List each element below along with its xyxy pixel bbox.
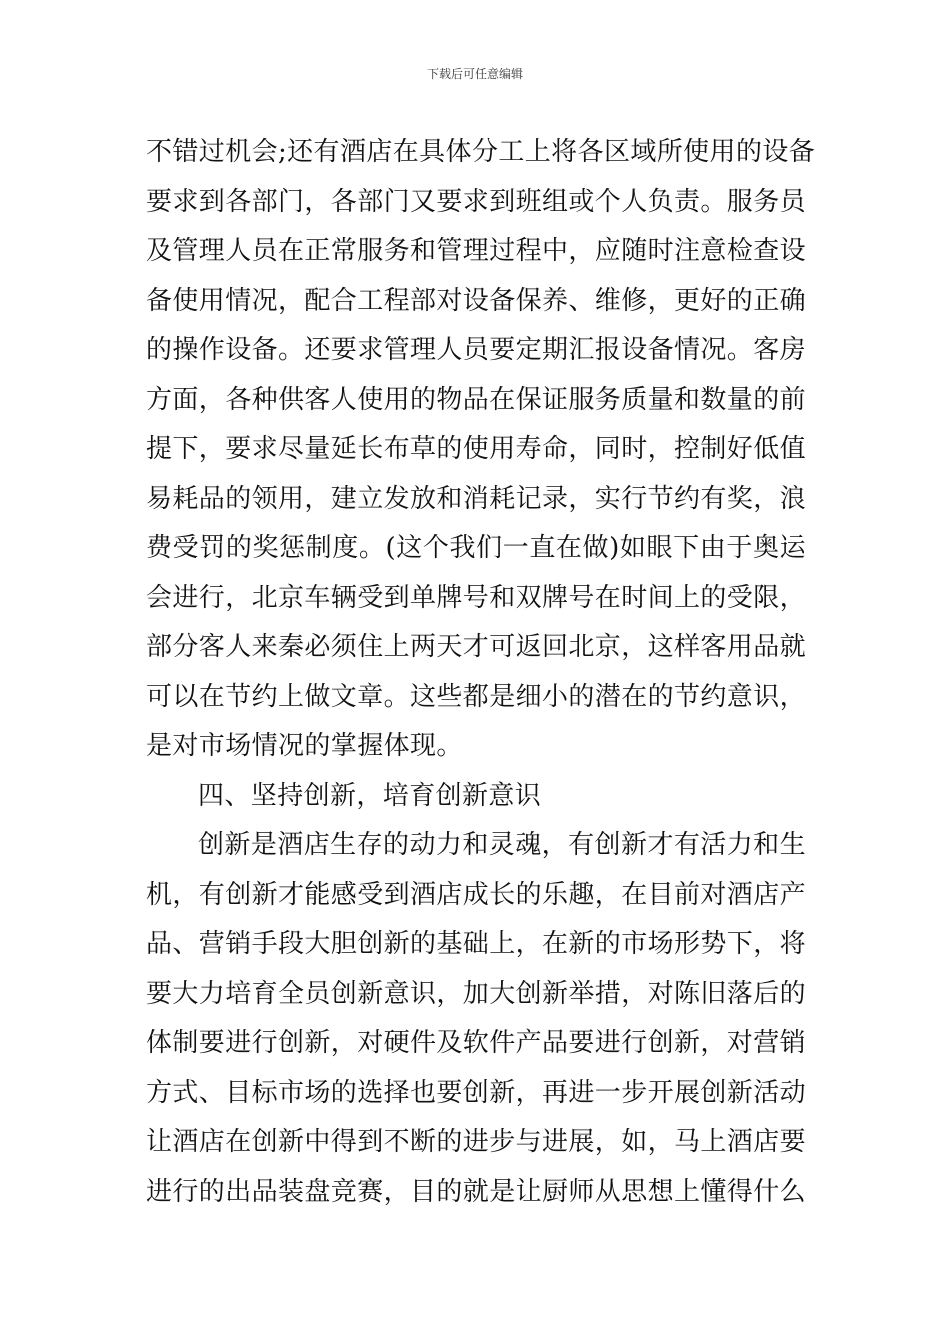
page-header: 下载后可任意编辑 (426, 67, 523, 81)
text-line: 创新是酒店生存的动力和灵魂，有创新才有活力和生 (198, 830, 806, 860)
text-line: 不错过机会;还有酒店在具体分工上将各区域所使用的设备 (146, 137, 816, 167)
text-line: 体制要进行创新，对硬件及软件产品要进行创新，对营销 (146, 1028, 807, 1058)
text-line: 费受罚的奖惩制度。(这个我们一直在做)如眼下由于奥运 (146, 533, 806, 563)
paragraph-equipment-savings (146, 128, 816, 772)
text-line: 方式、目标市场的选择也要创新，再进一步开展创新活动 (146, 1077, 807, 1108)
text-line: 是对市场情况的掌握体现。 (146, 731, 463, 761)
text-line: 让酒店在创新中得到不断的进步与进展，如，马上酒店要 (146, 1127, 807, 1157)
text-line: 方面，各种供客人使用的物品在保证服务质量和数量的前 (146, 384, 807, 415)
text-line: 品、营销手段大胆创新的基础上，在新的市场形势下，将 (146, 929, 807, 959)
document-body (146, 128, 816, 1217)
text-line: 及管理人员在正常服务和管理过程中，应随时注意检查设 (146, 236, 807, 266)
section-heading: 四、坚持创新，培育创新意识 (198, 780, 542, 811)
text-line: 要大力培育全员创新意识，加大创新举措，对陈旧落后的 (146, 978, 807, 1009)
text-line: 易耗品的领用，建立发放和消耗记录，实行节约有奖，浪 (146, 483, 807, 514)
text-line: 备使用情况，配合工程部对设备保养、维修，更好的正确 (146, 285, 807, 316)
text-line: 可以在节约上做文章。这些都是细小的潜在的节约意识， (146, 681, 807, 712)
text-line: 机，有创新才能感受到酒店成长的乐趣，在目前对酒店产 (146, 879, 807, 910)
paragraph-innovation (146, 821, 806, 1217)
text-line: 要求到各部门，各部门又要求到班组或个人负责。服务员 (146, 186, 807, 217)
text-line: 的操作设备。还要求管理人员要定期汇报设备情况。客房 (146, 335, 807, 365)
text-line: 提下，要求尽量延长布草的使用寿命，同时，控制好低值 (146, 434, 807, 464)
text-line: 进行的出品装盘竞赛，目的就是让厨师从思想上懂得什么 (146, 1176, 807, 1207)
text-line: 部分客人来秦必须住上两天才可返回北京，这样客用品就 (146, 632, 807, 662)
text-line: 会进行，北京车辆受到单牌号和双牌号在时间上的受限， (146, 582, 807, 613)
